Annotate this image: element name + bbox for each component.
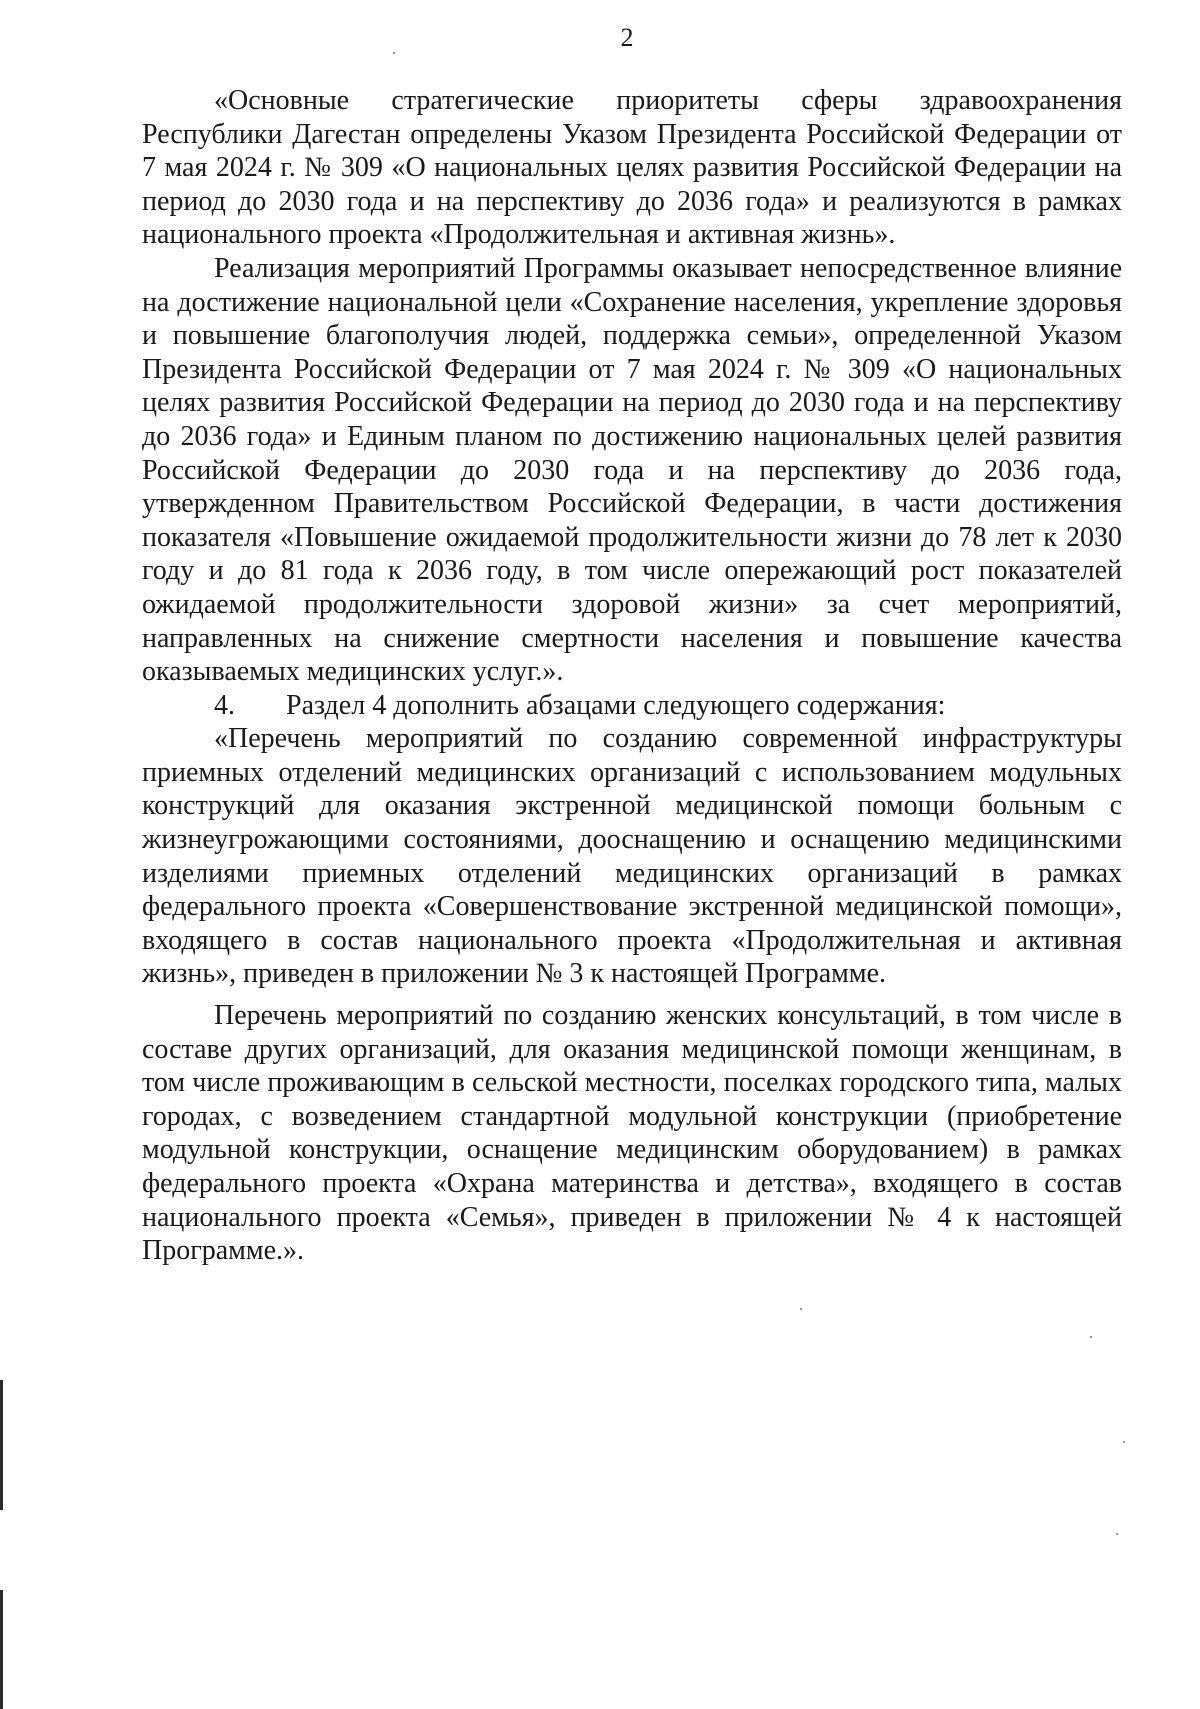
item-text: Раздел 4 дополнить абзацами следующего содержания: <box>286 689 946 721</box>
paragraph-item-4 <box>142 689 1122 723</box>
paragraph-strategic-priorities: «Основные стратегические приоритеты сферы здравоохранения Республики Дагестан определены Указом Президента Российской Федерации от 7 мая 2024 г. № 309 «О национальных целях развития Российской Федерации на период до 2030 года и на перспективу до 2036 года» и реализуются в рамках национального проекта «Продолжительная и активная жизнь». <box>142 85 1122 251</box>
document-body <box>142 84 1122 1268</box>
paragraph-emergency-infrastructure: «Перечень мероприятий по созданию современной инфраструктуры приемных отделений медицинских организаций с использованием модульных конструкций для оказания экстренной медицинской помощи больным с жизнеугрожающими состояниями, дооснащению и оснащению медицинскими изделиями приемных отделений медицинских организаций в рамках федерального проекта «Совершенствование экстренной медицинской помощи», входящего в состав национального проекта «Продолжительная и активная жизнь», приведен в приложении № 3 к настоящей Программе. <box>142 723 1122 990</box>
scan-edge-mark <box>0 1590 3 1709</box>
scan-edge-mark <box>0 1380 3 1510</box>
item-number: 4. <box>214 689 235 721</box>
scan-speck <box>1116 1533 1118 1535</box>
scan-speck <box>393 52 395 54</box>
scan-speck <box>800 1308 802 1310</box>
scan-speck <box>1123 1441 1125 1443</box>
paragraph-program-impact: Реализация мероприятий Программы оказывает непосредственное влияние на достижение национальной цели «Сохранение населения, укрепление здоровья и повышение благополучия людей, поддержка семьи», определенной Указом Президента Российской Федерации от 7 мая 2024 г. № 309 «О национальных целях развития Российской Федерации на период до 2030 года и на перспективу до 2036 года» и Единым планом по достижению национальных целей развития Российской Федерации до 2030 года и на перспективу до 2036 года, утвержденном Правительством Российской Федерации, в части достижения показателя «Повышение ожидаемой продолжительности жизни до 78 лет к 2030 году и до 81 года к 2036 году, в том числе опережающий рост показателей ожидаемой продолжительности здоровой жизни» за счет мероприятий, направленных на снижение смертности населения и повышение качества оказываемых медицинских услуг.». <box>142 252 1122 688</box>
scan-speck <box>1090 1336 1092 1338</box>
paragraph-womens-clinics: Перечень мероприятий по созданию женских консультаций, в том числе в составе других организаций, для оказания медицинской помощи женщинам, в том числе проживающим в сельской местности, поселках городского типа, малых городах, с возведением стандартной модульной конструкции (приобретение модульной конструкции, оснащение медицинским оборудованием) в рамках федерального проекта «Охрана материнства и детства», входящего в состав национального проекта «Семья», приведен в приложении № 4 к настоящей Программе.». <box>142 1000 1122 1267</box>
paragraph-gap <box>142 991 1122 999</box>
page-number: 2 <box>620 23 634 52</box>
